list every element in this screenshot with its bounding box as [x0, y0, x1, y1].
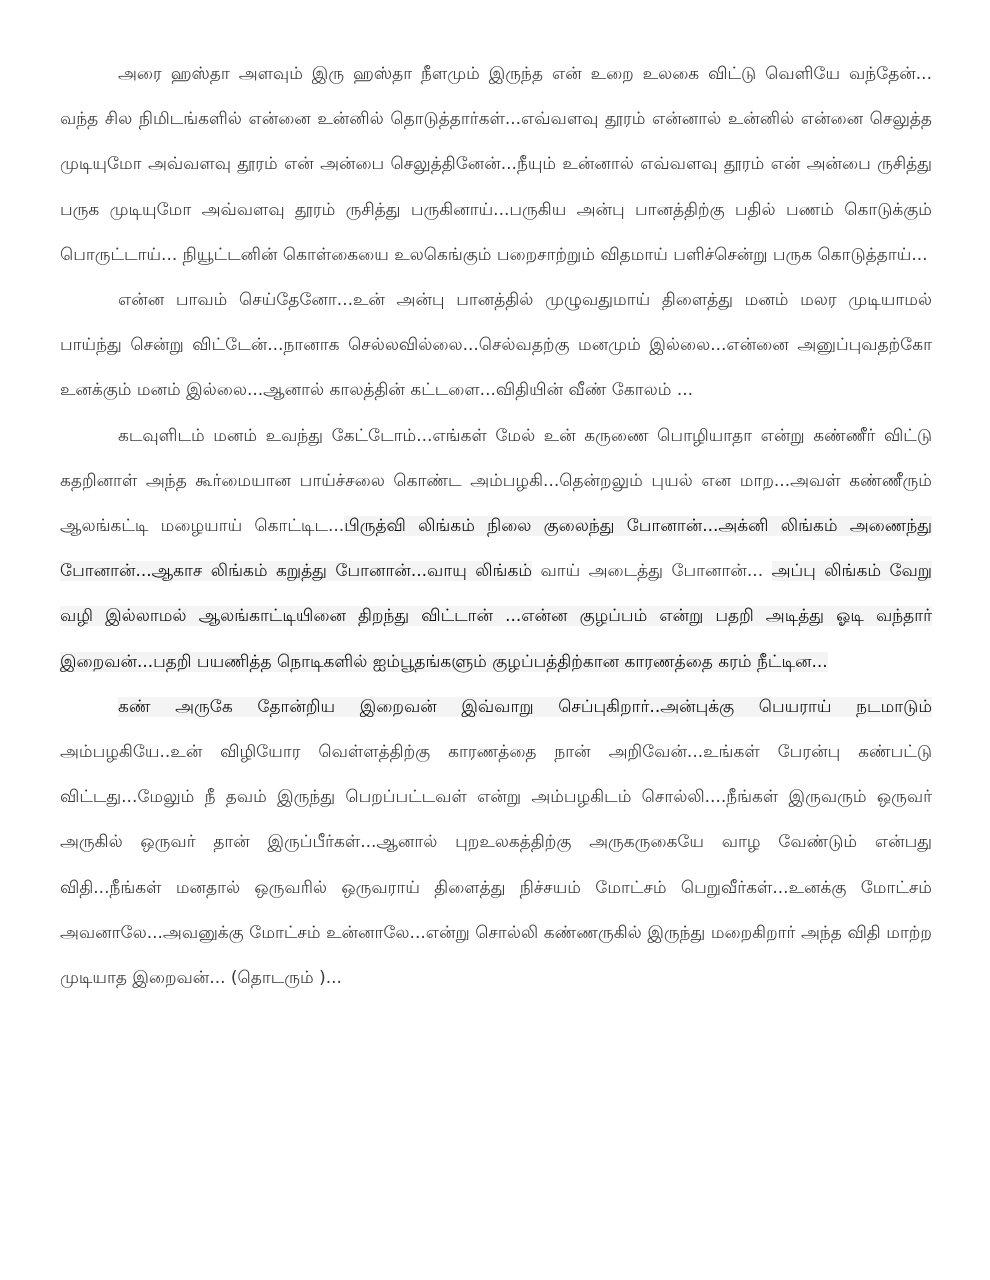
paragraph-2 [60, 278, 932, 414]
paragraph-3-text-c: வாய் அடைத்து போனான்... [532, 561, 772, 582]
paragraph-3-text-a: கடவுளிடம் மனம் உவந்து கேட்டோம்...எங்கள் மேல் உன் கருணை பொழியாதா என்று கண்ணீர் விட்டு கதறினாள் அந்த கூர்மையான பாய்ச்சலை கொண்ட அம்பழகி...தென்றலும் புயல் என மாற...அவள் கண்ணீரும் ஆலங்கட்டி மழையாய் கொட்டிட... [60, 425, 932, 537]
paragraph-1-text: அரை ஹஸ்தா அளவும் இரு ஹஸ்தா நீளமும் இருந்த என் உறை உலகை விட்டு வெளியே வந்தேன்... வந்த சில நிமிடங்களில் என்னை உன்னில் தொடுத்தார்கள்...எவ்வளவு தூரம் என்னால் உன்னில் என்னை செலுத்த முடியுமோ அவ்வளவு தூரம் என் அன்பை செலுத்தினேன்...நீயும் உன்னால் எவ்வளவு தூரம் என் அன்பை ருசித்து பருக முடியுமோ அவ்வளவு தூரம் ருசித்து பருகினாய்...பருகிய அன்பு பானத்திற்கு பதில் பணம் கொடுக்கும் பொருட்டாய்... நியூட்டனின் கொள்கையை உலகெங்கும் பறைசாற்றும் விதமாய் பளிச்சென்று பருக கொடுத்தாய்... [60, 64, 932, 265]
paragraph-4 [60, 685, 932, 1001]
paragraph-4-text-b: அம்பழகியே..உன் விழியோர வெள்ளத்திற்கு காரணத்தை நான் அறிவேன்...உங்கள் பேரன்பு கண்பட்டு விட்டது...மேலும் நீ தவம் இருந்து பெறப்பட்டவள் என்று அம்பழகிடம் சொல்லி....நீங்கள் இருவரும் ஒருவர் அருகில் ஒருவர் தான் இருப்பீர்கள்...ஆனால் புறஉலகத்திற்கு அருகருகையே வாழ வேண்டும் என்பது விதி...நீங்கள் மனதால் ஒருவரில் ஒருவராய் திளைத்து நிச்சயம் மோட்சம் பெறுவீர்கள்...உனக்கு மோட்சம் அவனாலே...அவனுக்கு மோட்சம் உன்னாலே...என்று சொல்லி கண்ணருகில் இருந்து மறைகிறார் அந்த விதி மாற்ற முடியாத இறைவன்... (தொடரும் )... [60, 742, 932, 989]
paragraph-3-highlight-b: பிருத்வி லிங்கம் நிலை குலைந்து போனான்...அக்னி லிங்கம் அணைந்து போனான்...ஆகாச லிங்கம் கறுத்து போனான்...வாயு லிங்கம் [60, 516, 933, 582]
story-body [60, 52, 932, 1001]
paragraph-3 [60, 414, 932, 685]
paragraph-4-highlight-a: கண் அருகே தோன்றிய இறைவன் இவ்வாறு செப்புகிறார்..அன்புக்கு பெயராய் நடமாடும் [118, 696, 932, 717]
paragraph-1 [60, 52, 932, 278]
paragraph-3-highlight-d: அப்பு லிங்கம் வேறு வழி இல்லாமல் ஆலங்காட்டியினை திறந்து விட்டான் ...என்ன குழப்பம் என்று பதறி அடித்து ஓடி வந்தார் இறைவன்...பதறி பயணித்த நொடிகளில் ஐம்பூதங்களும் குழப்பத்திற்கான காரணத்தை கரம் நீட்டின... [60, 561, 933, 672]
paragraph-2-text: என்ன பாவம் செய்தேனோ...உன் அன்பு பானத்தில் முழுவதுமாய் திளைத்து மனம் மலர முடியாமல் பாய்ந்து சென்று விட்டேன்...நானாக செல்லவில்லை...செல்வதற்கு மனமும் இல்லை...என்னை அனுப்புவதற்கோ உனக்கும் மனம் இல்லை...ஆனால் காலத்தின் கட்டளை...விதியின் வீண் கோலம் ... [60, 290, 932, 401]
